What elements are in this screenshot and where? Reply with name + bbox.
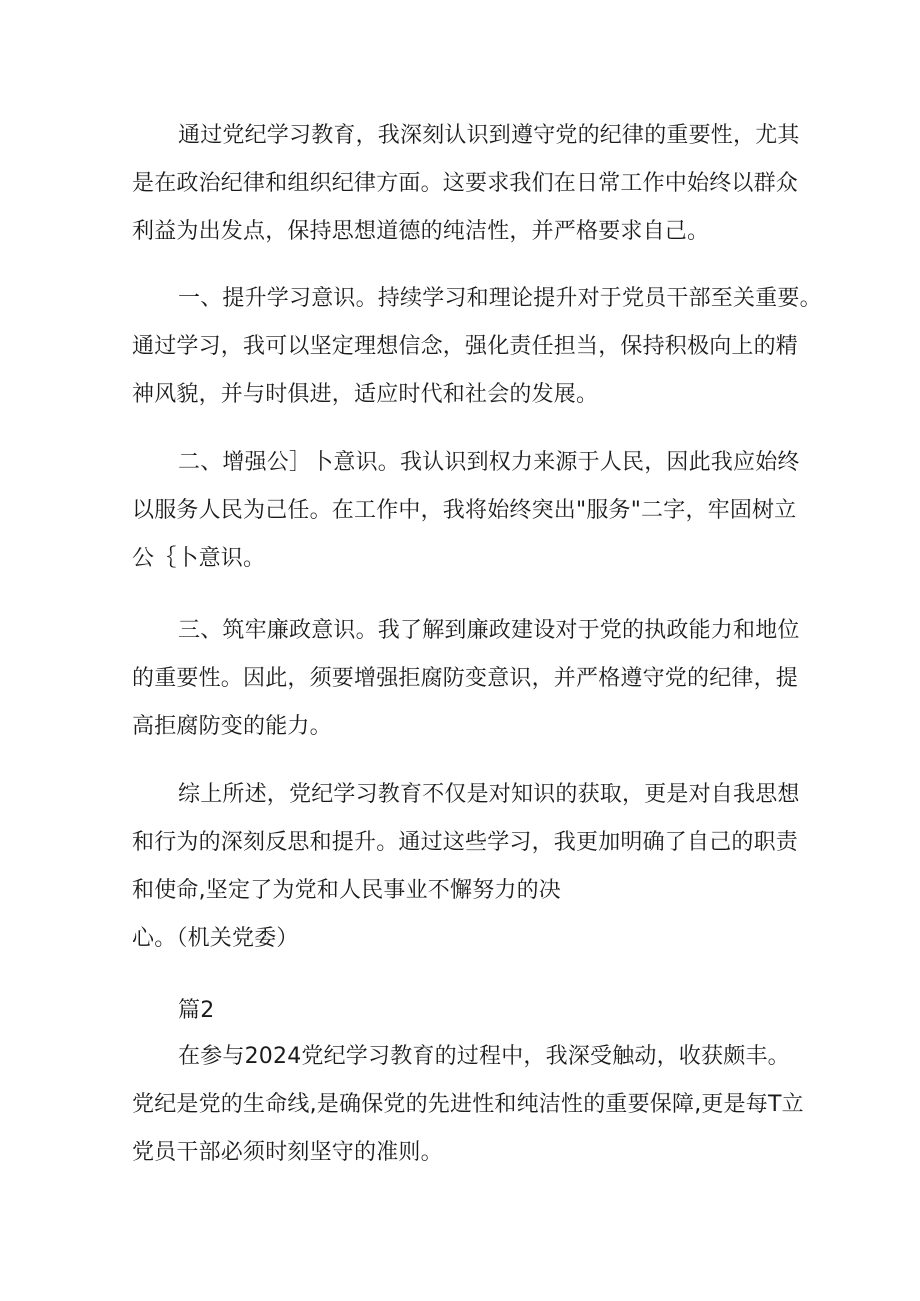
text-line: 二、增强公］卜意识。我认识到权力来源于人民，因此我应始终 <box>178 450 800 475</box>
paragraph-integrity-awareness <box>132 607 800 751</box>
text-line: 神风貌，并与时俱进，适应时代和社会的发展。 <box>132 382 599 407</box>
text-line: 篇2 <box>178 998 215 1023</box>
text-line: 在参与2024党纪学习教育的过程中，我深受触动，收获颇丰。 <box>178 1044 790 1069</box>
text-line: 公｛卜意识。 <box>132 546 266 571</box>
paragraph-learning-awareness <box>132 275 822 419</box>
text-line: 的重要性。因此，须要增强拒腐防变意识，并严格遵守党的纪律，提 <box>132 666 799 691</box>
text-line: 以服务人民为己任。在工作中，我将始终突出"服务"二字，牢固树立 <box>132 498 797 523</box>
text-line: 高拒腐防变的能力。 <box>132 714 332 739</box>
text-line: 利益为出发点，保持思想道德的纯洁性，并严格要求自己。 <box>132 219 710 244</box>
section-heading <box>132 987 792 1035</box>
text-line: 通过党纪学习教育，我深刻认识到遵守党的纪律的重要性，尤其 <box>178 123 800 148</box>
paragraph-public-awareness <box>132 439 800 583</box>
text-line: 一、提升学习意识。持续学习和理论提升对于党员干部至关重要。 <box>178 286 822 311</box>
text-line: 和使命,坚定了为党和人民事业不懈努力的决 <box>132 878 561 903</box>
text-line: 党员干部必须时刻坚守的准则。 <box>132 1140 443 1165</box>
text-line: 和行为的深刻反思和提升。通过这些学习，我更加明确了自己的职责 <box>132 830 799 855</box>
paragraph-article-2-intro <box>132 1033 804 1177</box>
paragraph-summary <box>132 771 800 963</box>
paragraph-intro <box>132 112 800 256</box>
text-line: 综上所述，党纪学习教育不仅是对知识的获取，更是对自我思想 <box>178 782 800 807</box>
text-line: 三、筑牢廉政意识。我了解到廉政建设对于党的执政能力和地位 <box>178 618 800 643</box>
text-line: 通过学习，我可以坚定理想信念，强化责任担当，保持积极向上的精 <box>132 334 799 359</box>
text-line: 是在政治纪律和组织纪律方面。这要求我们在日常工作中始终以群众 <box>132 171 799 196</box>
text-line: 党纪是党的生命线,是确保党的先进性和纯洁性的重要保障,更是每T立 <box>132 1092 804 1117</box>
text-line: 心。（机关党委） <box>132 926 299 951</box>
